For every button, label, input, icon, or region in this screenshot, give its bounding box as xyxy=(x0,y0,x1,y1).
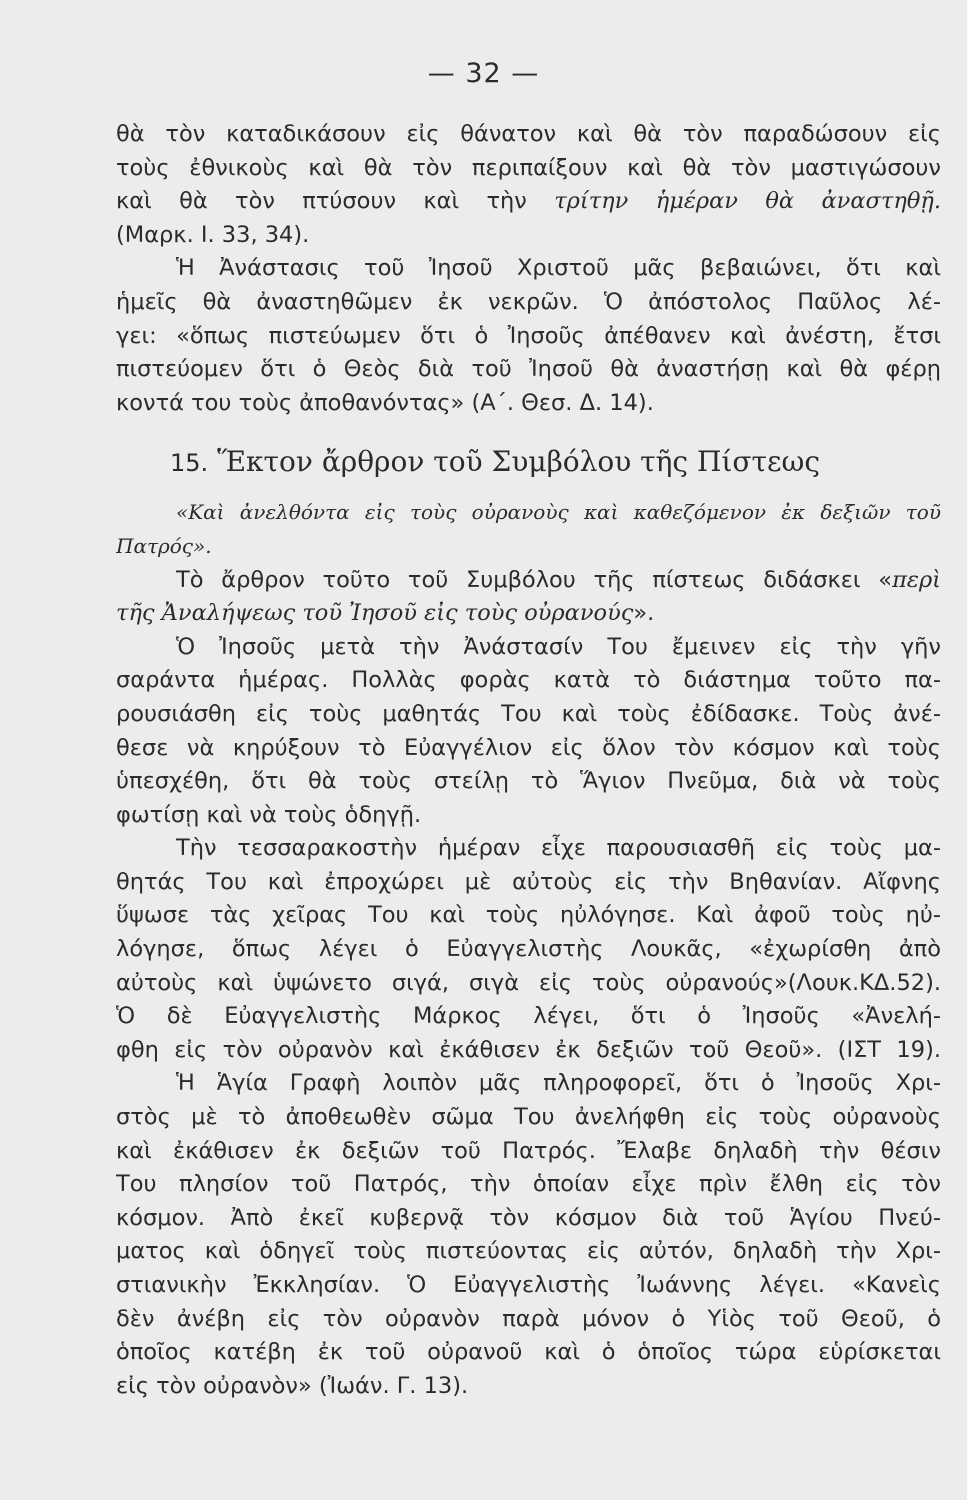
text-line: θητάς Του καὶ ἐπροχώρει μὲ αὐτοὺς εἰς τὴν Βηθανίαν. Αἴφνης xyxy=(116,868,941,895)
text-line: καὶ ἐκάθισεν ἐκ δεξιῶν τοῦ Πατρός. Ἔλαβε δηλαδὴ τὴν θέσιν xyxy=(116,1137,941,1164)
text-line xyxy=(116,185,941,219)
page-body xyxy=(116,118,941,1403)
section-heading xyxy=(116,442,941,482)
text-line: Ὁ δὲ Εὐαγγελιστὴς Μάρκος λέγει, ὅτι ὁ Ἰησοῦς «Ἀνελή- xyxy=(116,1003,941,1030)
text-line: δὲν ἀνέβη εἰς τὸν οὐρανὸν παρὰ μόνον ὁ Υἱὸς τοῦ Θεοῦ, ὁ xyxy=(116,1305,941,1332)
text-line: Ὁ Ἰησοῦς μετὰ τὴν Ἀνάστασίν Του ἔμεινεν εἰς τὴν γῆν xyxy=(176,633,941,660)
text-line: πιστεύομεν ὅτι ὁ Θεὸς διὰ τοῦ Ἰησοῦ θὰ ἀναστήσῃ καὶ θὰ φέρῃ xyxy=(116,356,941,383)
quote-line: «Καὶ ἀνελθόντα εἰς τοὺς οὐρανοὺς καὶ καθεζόμενον ἐκ δεξιῶν τοῦ xyxy=(176,500,941,525)
italic-span: τρίτην ἡμέραν θὰ ἀναστηθῇ. xyxy=(554,188,941,215)
text-line: Τὴν τεσσαρακοστὴν ἡμέραν εἶχε παρουσιασθῆ εἰς τοὺς μα- xyxy=(176,835,941,862)
text-line xyxy=(116,597,941,631)
text-line: (Μαρκ. Ι. 33, 34). xyxy=(116,221,310,248)
text-span: καὶ θὰ τὸν πτύσουν καὶ τὴν xyxy=(116,188,555,215)
text-span: ». xyxy=(633,600,655,627)
text-line: ὁποῖος κατέβη ἐκ τοῦ οὐρανοῦ καὶ ὁ ὁποῖος τώρα εὑρίσκεται xyxy=(116,1339,941,1366)
paragraph-article xyxy=(116,564,941,631)
italic-span: τῆς Ἀναλήψεως τοῦ Ἰησοῦ εἰς τοὺς οὐρανούς xyxy=(116,600,634,627)
paragraph-ascension xyxy=(116,832,941,1067)
text-line: ἡμεῖς θὰ ἀναστηθῶμεν ἐκ νεκρῶν. Ὁ ἀπόστολος Παῦλος λέ- xyxy=(116,288,941,315)
quote-line: Πατρός». xyxy=(116,533,212,558)
text-line xyxy=(116,564,941,598)
text-line: ματος καὶ ὁδηγεῖ τοὺς πιστεύοντας εἰς αὐτόν, δηλαδὴ τὴν Χρι- xyxy=(116,1238,941,1265)
text-span: Τὸ ἄρθρον τοῦτο τοῦ Συμβόλου τῆς πίστεως διδάσκει « xyxy=(176,566,893,593)
text-line: στὸς μὲ τὸ ἀποθεωθὲν σῶμα Του ἀνελήφθη εἰς τοὺς οὐρανοὺς xyxy=(116,1104,941,1131)
paragraph-holy-scripture xyxy=(116,1067,941,1403)
text-line: κοντά του τοὺς ἀποθανόντας» (Α΄. Θεσ. Δ. 14). xyxy=(116,389,654,416)
paragraph-continuation xyxy=(116,118,941,252)
text-line: εἰς τὸν οὐρανὸν» (Ἰωάν. Γ. 13). xyxy=(116,1372,469,1399)
section-title: Ἕκτον ἄρθρον τοῦ Συμβόλου τῆς Πίστεως xyxy=(217,445,821,479)
text-line: Ἡ Ἁγία Γραφὴ λοιπὸν μᾶς πληροφορεῖ, ὅτι ὁ Ἰησοῦς Χρι- xyxy=(176,1070,941,1097)
italic-span: περὶ xyxy=(892,566,941,593)
text-line: στιανικὴν Ἐκκλησίαν. Ὁ Εὐαγγελιστὴς Ἰωάννης λέγει. «Κανεὶς xyxy=(116,1272,941,1298)
creed-quote xyxy=(116,496,941,563)
paragraph-forty-days xyxy=(116,631,941,833)
text-line: τοὺς ἐθνικοὺς καὶ θὰ τὸν περιπαίξουν καὶ θὰ τὸν μαστιγώσουν xyxy=(116,154,941,181)
text-line: σαράντα ἡμέρας. Πολλὰς φορὰς κατὰ τὸ διάστημα τοῦτο πα- xyxy=(116,667,941,694)
text-line: φθη εἰς τὸν οὐρανὸν καὶ ἐκάθισεν ἐκ δεξιῶν τοῦ Θεοῦ». (ΙΣΤ 19). xyxy=(116,1036,941,1063)
paragraph-resurrection xyxy=(116,252,941,420)
text-line: ὑπεσχέθη, ὅτι θὰ τοὺς στείλῃ τὸ Ἅγιον Πνεῦμα, διὰ νὰ τοὺς xyxy=(116,768,941,795)
text-line: Του πλησίον τοῦ Πατρός, τὴν ὁποίαν εἶχε πρὶν ἔλθη εἰς τὸν xyxy=(116,1171,941,1198)
text-line: Ἡ Ἀνάστασις τοῦ Ἰησοῦ Χριστοῦ μᾶς βεβαιώνει, ὅτι καὶ xyxy=(176,255,941,282)
text-line: κόσμον. Ἀπὸ ἐκεῖ κυβερνᾷ τὸν κόσμον διὰ τοῦ Ἁγίου Πνεύ- xyxy=(116,1204,941,1231)
text-line: λόγησε, ὅπως λέγει ὁ Εὐαγγελιστὴς Λουκᾶς, «ἐχωρίσθη ἀπὸ xyxy=(116,936,941,963)
text-line: θὰ τὸν καταδικάσουν εἰς θάνατον καὶ θὰ τὸν παραδώσουν εἰς xyxy=(116,121,941,147)
text-line: γει: «ὅπως πιστεύωμεν ὅτι ὁ Ἰησοῦς ἀπέθανεν καὶ ἀνέστη, ἔτσι xyxy=(116,322,941,349)
section-number: 15. xyxy=(170,449,209,478)
text-line: φωτίσῃ καὶ νὰ τοὺς ὁδηγῇ. xyxy=(116,801,422,828)
text-line: ὕψωσε τὰς χεῖρας Του καὶ τοὺς ηὐλόγησε. Καὶ ἀφοῦ τοὺς ηὐ- xyxy=(116,902,941,929)
text-line: ρουσιάσθη εἰς τοὺς μαθητάς Του καὶ τοὺς ἐδίδασκε. Τοὺς ἀνέ- xyxy=(116,700,941,727)
page-number: — 32 — xyxy=(427,58,540,89)
text-line: αὐτοὺς καὶ ὑψώνετο σιγά, σιγὰ εἰς τοὺς οὐρανούς»(Λουκ.ΚΔ.52). xyxy=(116,969,941,996)
text-line: θεσε νὰ κηρύξουν τὸ Εὐαγγέλιον εἰς ὅλον τὸν κόσμον καὶ τοὺς xyxy=(116,734,941,761)
